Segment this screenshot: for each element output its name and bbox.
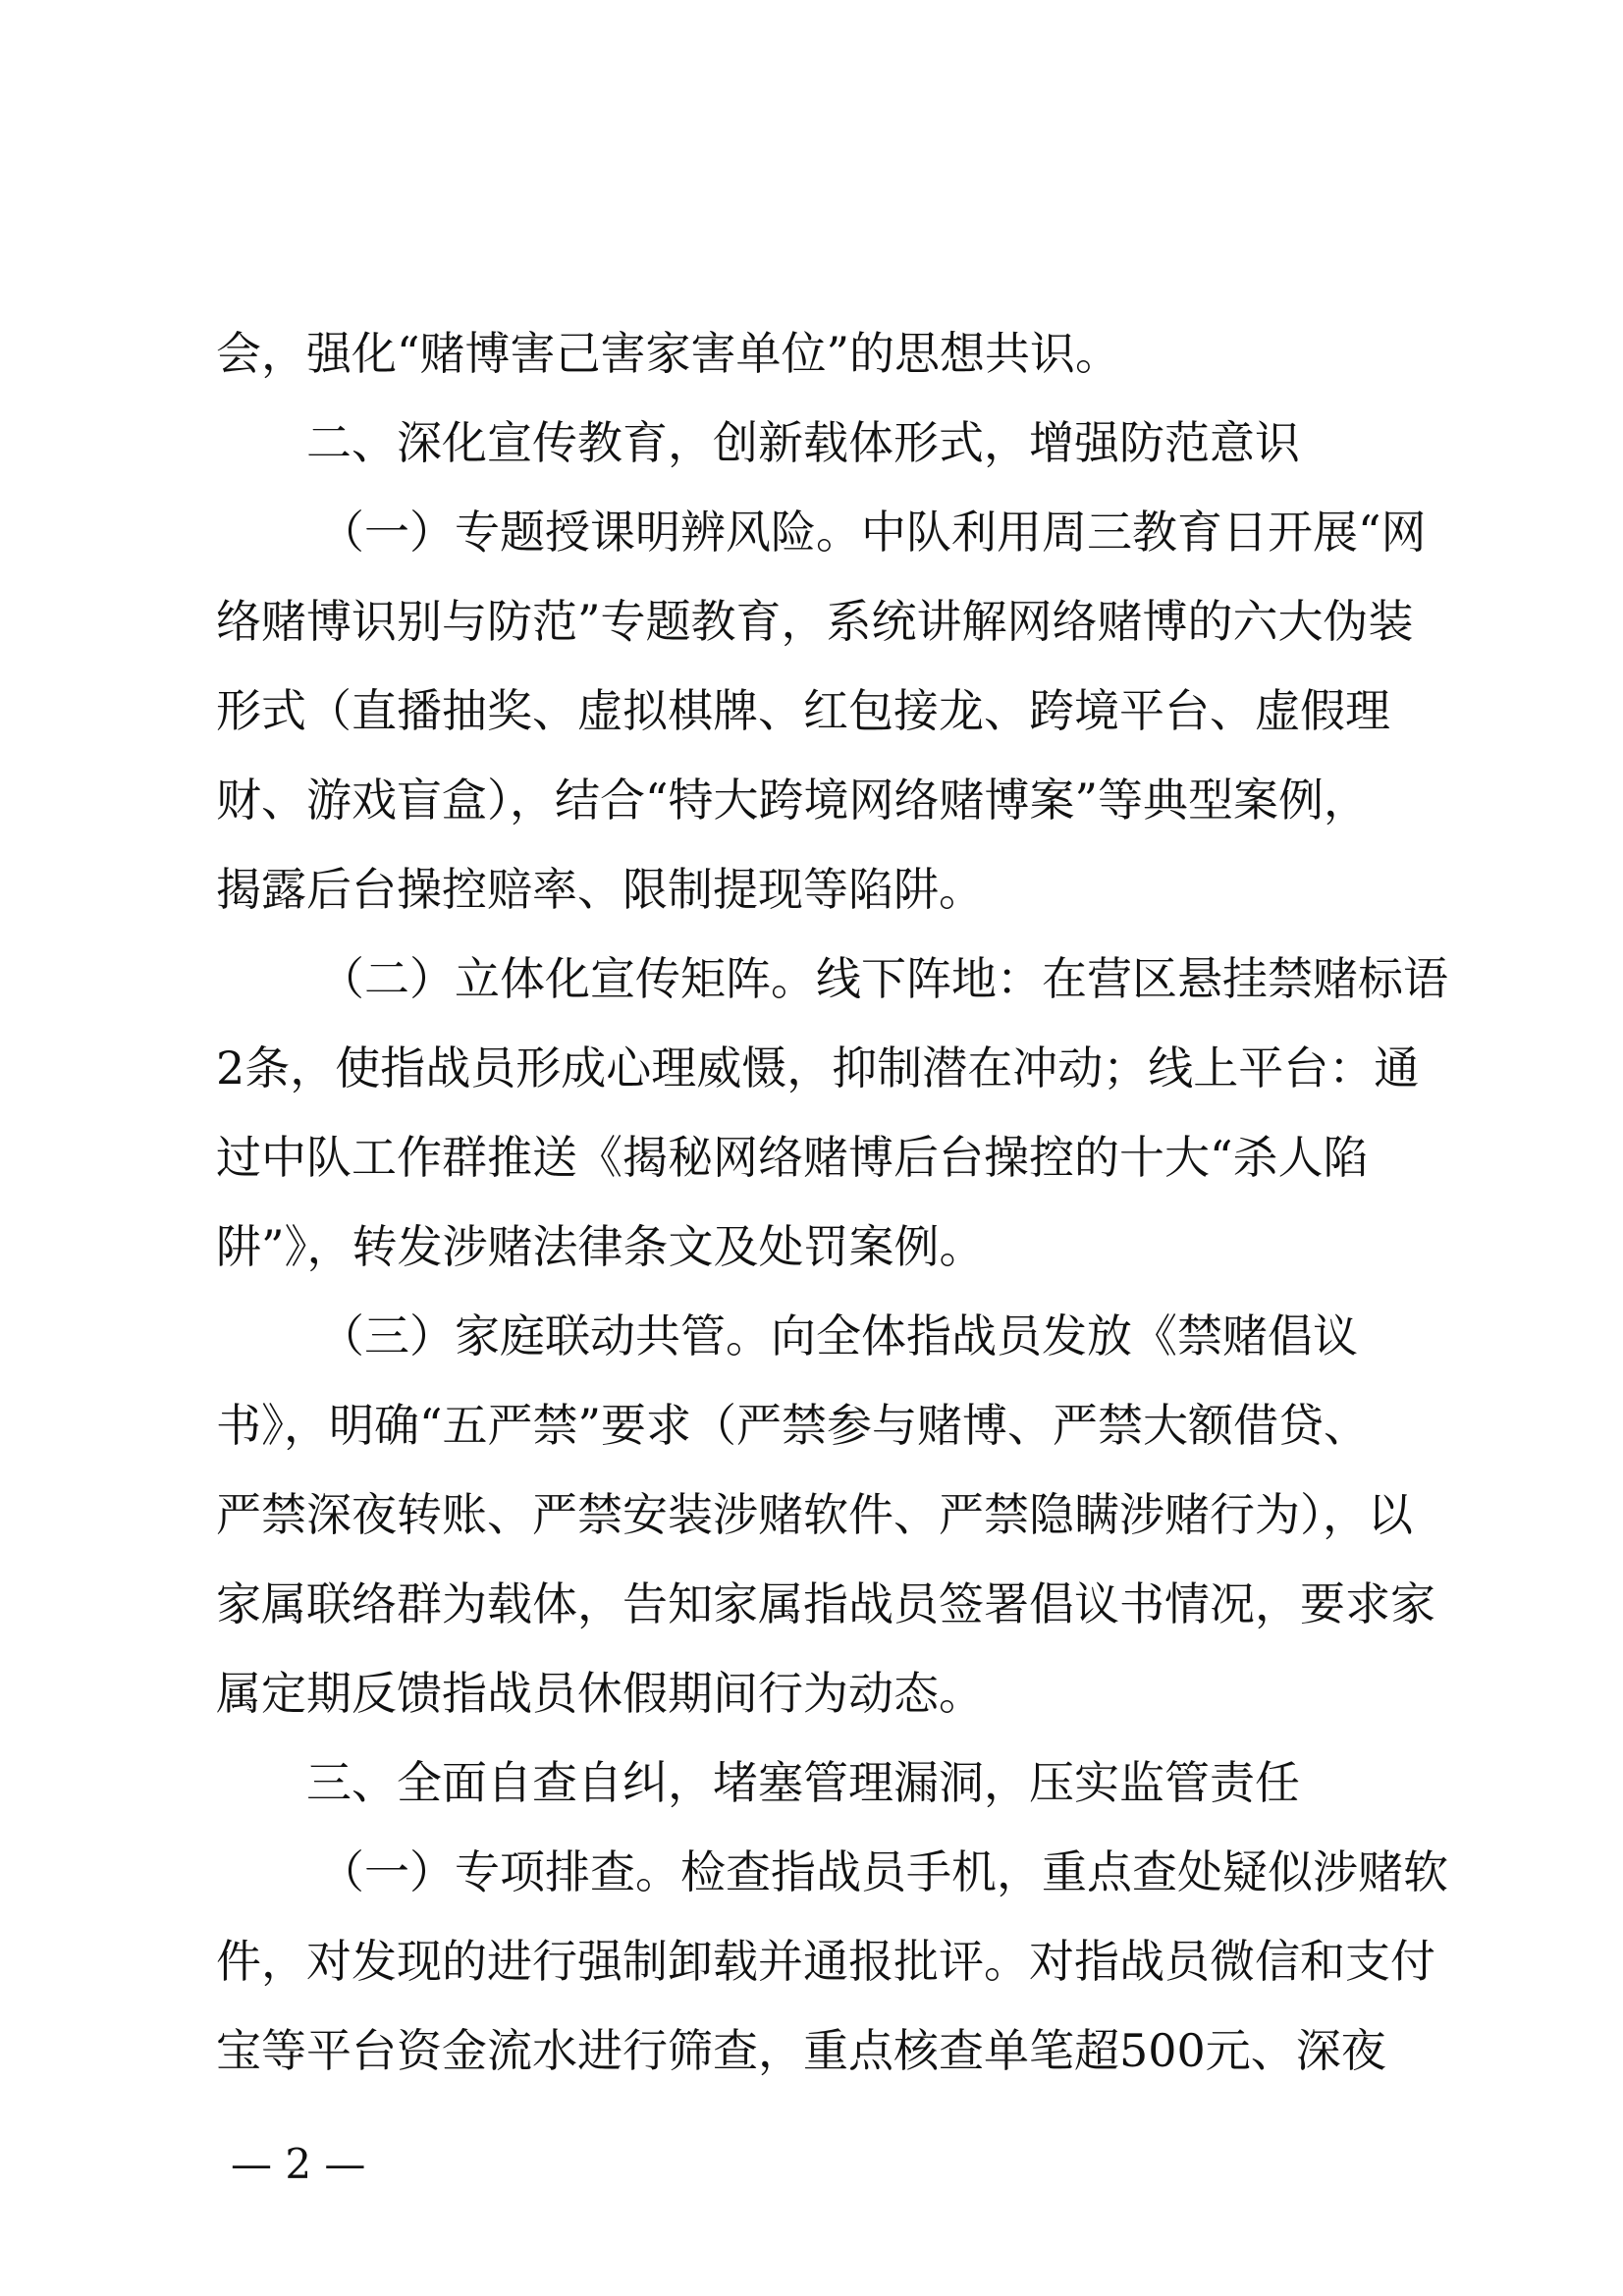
text-line: 2条，使指战员形成心理威慑，抑制潜在冲动；线上平台：通: [216, 1041, 1420, 1095]
paragraph-start-line: （三）家庭联动共管。向全体指战员发放《禁赌倡议: [319, 1309, 1358, 1362]
paragraph-start-line: （二）立体化宣传矩阵。线下阵地：在营区悬挂禁赌标语: [319, 952, 1448, 1005]
section-heading: 二、深化宣传教育，创新载体形式，增强防范意识: [306, 416, 1300, 469]
text-line: 形式（直播抽奖、虚拟棋牌、红包接龙、跨境平台、虚假理: [216, 684, 1390, 737]
text-line: 过中队工作群推送《揭秘网络赌博后台操控的十大“杀人陷: [216, 1131, 1369, 1184]
document-body: [216, 309, 1448, 2096]
text-line: 财、游戏盲盒），结合“特大跨境网络赌博案”等典型案例，: [216, 774, 1370, 827]
paragraph-start-line: （一）专题授课明辨风险。中队利用周三教育日开展“网: [319, 506, 1427, 559]
text-line: 属定期反馈指战员休假期间行为动态。: [216, 1667, 984, 1720]
text-line: 件，对发现的进行强制卸载并通报批评。对指战员微信和支付: [216, 1935, 1435, 1988]
text-line: 家属联络群为载体，告知家属指战员签署倡议书情况，要求家: [216, 1577, 1435, 1630]
page-number: — 2 —: [231, 2140, 366, 2188]
text-line: 宝等平台资金流水进行筛查，重点核查单笔超500元、深夜: [216, 2024, 1386, 2077]
text-line: 络赌博识别与防范”专题教育，系统讲解网络赌博的六大伪装: [216, 595, 1414, 648]
text-line: 阱”》，转发涉赌法律条文及处罚案例。: [216, 1220, 985, 1273]
text-line: 会，强化“赌博害己害家害单位”的思想共识。: [216, 327, 1121, 380]
text-line: 严禁深夜转账、严禁安装涉赌软件、严禁隐瞒涉赌行为），以: [216, 1488, 1413, 1541]
paragraph-start-line: （一）专项排查。检查指战员手机，重点查处疑似涉赌软: [319, 1845, 1448, 1898]
text-line: 揭露后台操控赔率、限制提现等陷阱。: [216, 863, 984, 916]
text-line: 书》，明确“五严禁”要求（严禁参与赌博、严禁大额借贷、: [216, 1399, 1370, 1452]
section-heading: 三、全面自查自纠，堵塞管理漏洞，压实监管责任: [306, 1756, 1300, 1809]
